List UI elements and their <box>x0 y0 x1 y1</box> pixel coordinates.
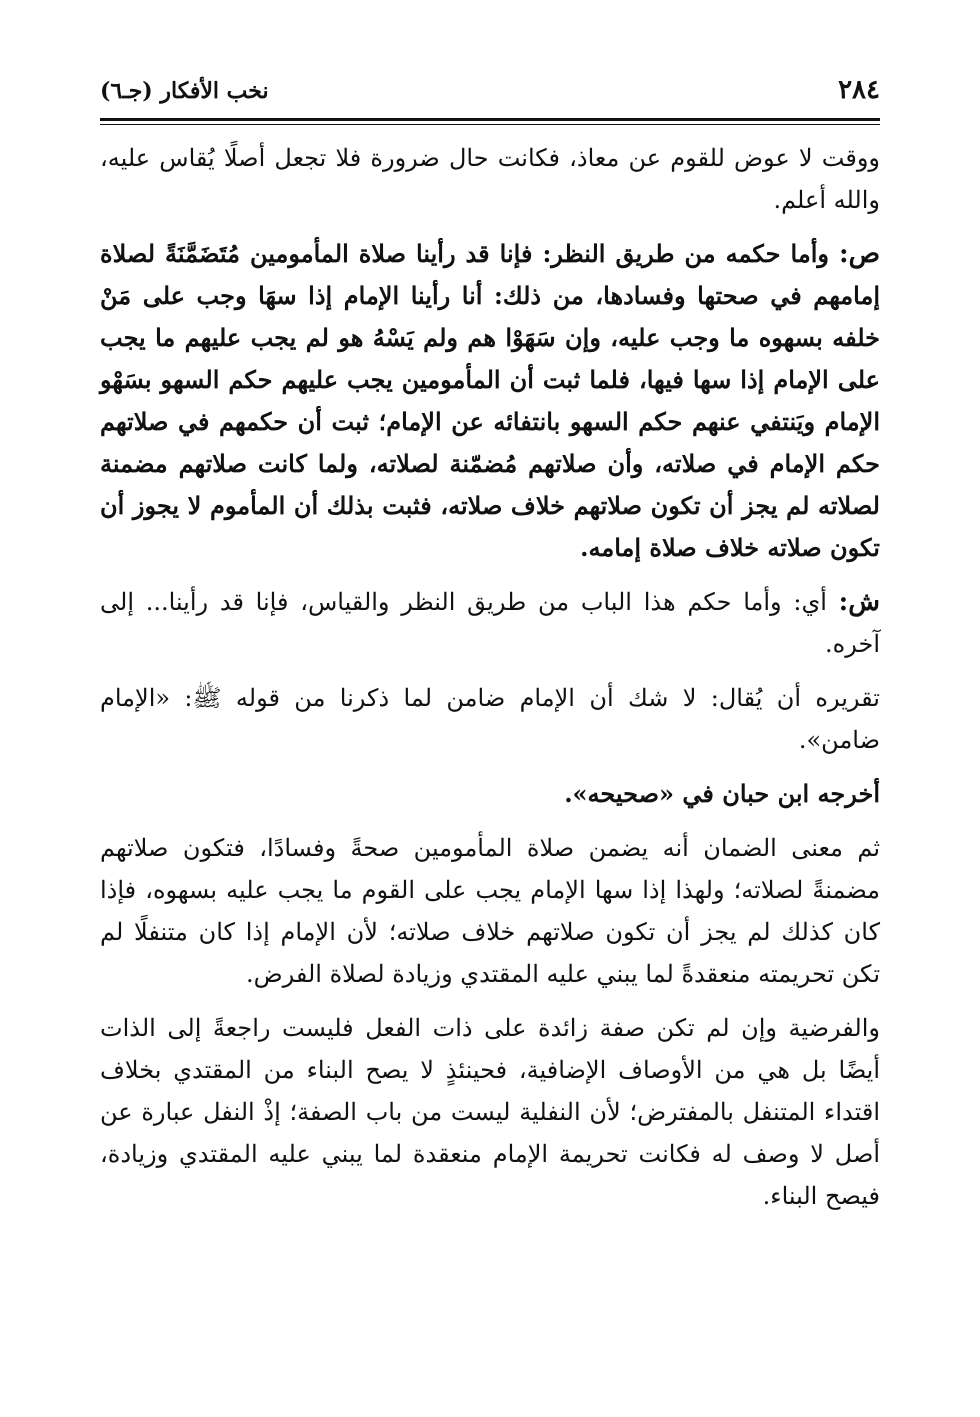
sharh-marker: ش: <box>838 587 880 617</box>
page-number: ٢٨٤ <box>838 75 880 105</box>
paragraph-1 <box>100 137 880 221</box>
paragraph-5 <box>100 773 880 815</box>
paragraph-text: تقريره أن يُقال: لا شك أن الإمام ضامن لما ذكرنا من قوله ﷺ: «الإمام ضامن». <box>100 684 880 754</box>
document-page <box>100 70 880 1217</box>
page-header <box>100 70 880 110</box>
paragraph-3-sharh <box>100 581 880 665</box>
paragraph-7 <box>100 1007 880 1217</box>
book-title: نخب الأفكار (جـ٦) <box>100 78 269 104</box>
header-rule-thick <box>100 118 880 121</box>
header-rule-thin <box>100 124 880 125</box>
paragraph-text: وأما حكمه من طريق النظر: فإنا قد رأينا صلاة المأمومين مُتَضَمَّنَةً لصلاة إمامهم في صحتها وفسادها، من ذلك: أنا رأينا الإمام إذا سهَا وجب على مَنْ خلفه بسهوه ما وجب عليه، وإن سَهَوْا هم ولم يَسْهُ هو لم يجب عليهم ما يجب على الإمام إذا سها فيها، فلما ثبت أن المأمومين يجب عليهم حكم السهو بسَهْو الإمام ويَنتفي عنهم حكم السهو بانتفائه عن الإمام؛ ثبت أن حكمهم في صلاتهم حكم الإمام في صلاته، وأن صلاتهم مُضمّنة لصلاته، ولما كانت صلاتهم مضمنة لصلاته لم يجز أن تكون صلاتهم خلاف صلاته، فثبت بذلك أن المأموم لا يجوز أن تكون صلاته خلاف صلاة إمامه. <box>100 239 880 562</box>
matn-marker: ص: <box>838 239 880 269</box>
paragraph-4 <box>100 677 880 761</box>
paragraph-text: ووقت لا عوض للقوم عن معاذ، فكانت حال ضرورة فلا تجعل أصلًا يُقاس عليه، والله أعلم. <box>100 144 880 214</box>
paragraph-text: أي: وأما حكم هذا الباب من طريق النظر والقياس، فإنا قد رأينا... إلى آخره. <box>100 588 880 658</box>
paragraph-6 <box>100 827 880 995</box>
paragraph-text: أخرجه ابن حبان في «صحيحه». <box>564 779 880 808</box>
page-content <box>100 137 880 1217</box>
paragraph-2-matn <box>100 233 880 569</box>
paragraph-text: ثم معنى الضمان أنه يضمن صلاة المأمومين صحةً وفسادًا، فتكون صلاتهم مضمنةً لصلاته؛ ولهذا إذا سها الإمام يجب على القوم ما يجب عليه بسهوه، فإذا كان كذلك لم يجز أن تكون صلاتهم خلاف صلاته؛ لأن الإمام إذا كان متنفلًا لم تكن تحريمته منعقدةً لما يبني عليه المقتدي وزيادة لصلاة الفرض. <box>100 834 881 988</box>
paragraph-text: والفرضية وإن لم تكن صفة زائدة على ذات الفعل فليست راجعةً إلى الذات أيضًا بل هي من الأوصاف الإضافية، فحينئذٍ لا يصح البناء من المقتدي بخلاف اقتداء المتنفل بالمفترض؛ لأن النفلية ليست من باب الصفة؛ إذْ النفل عبارة عن أصل لا وصف له فكانت تحريمة الإمام منعقدة لما يبني عليه المقتدي وزيادة، فيصح البناء. <box>100 1014 880 1210</box>
